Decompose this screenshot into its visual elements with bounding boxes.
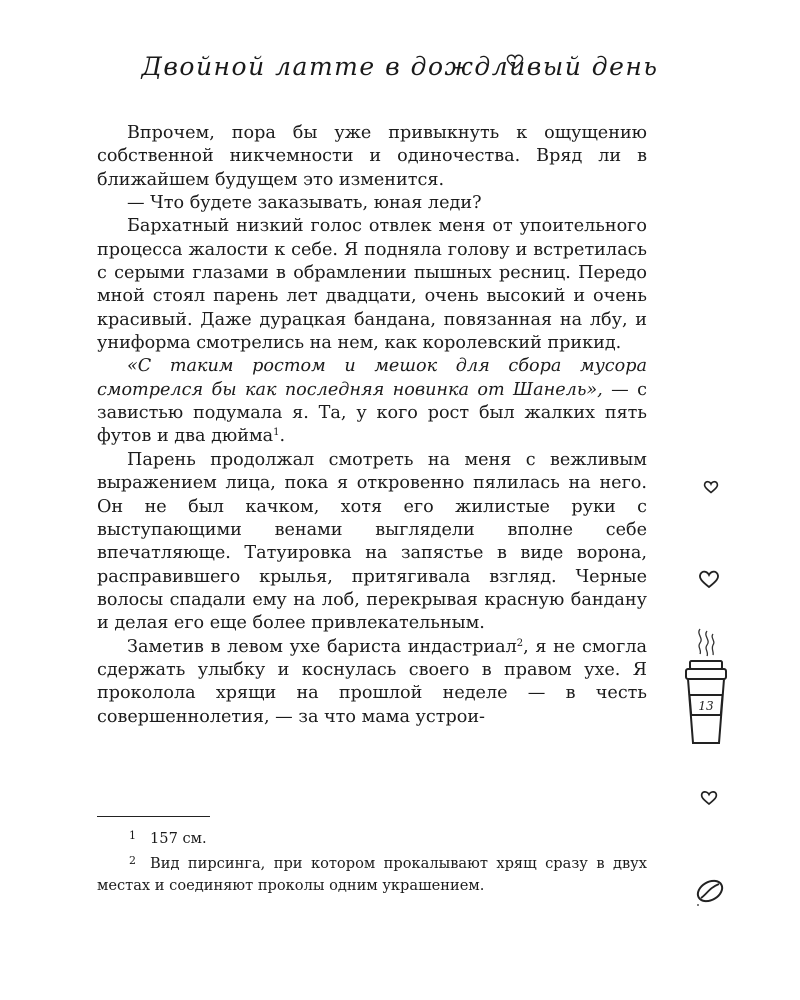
heart-icon — [702, 480, 720, 494]
paragraph: Заметив в левом ухе бариста индастриал$^2$, я не смогла сдержать улыбку и коснулась своего в правом ухе. Я проколола хрящи на прошлой неделе — в честь совершеннолетия, — за что мама устрои- — [97, 636, 648, 727]
footnote-ref[interactable]: 2 — [516, 637, 524, 649]
footnote-ref[interactable]: 1 — [273, 427, 280, 439]
footnotes — [97, 825, 647, 897]
heart-icon — [697, 569, 721, 589]
paragraph: Бархатный низкий голос отвлек меня от упоительного процесса жалости к себе. Я подняла голову и встретилась с серыми глазами в обрамлении пышных ресниц. Передо мной стоял парень лет двадцати, очень высокий и очень красивый. Даже дурацкая бандана, повязанная на лбу, и униформа смотрелись на нем, как королевский прикид. — [97, 216, 647, 354]
paragraph: Парень продолжал смотреть на меня с вежливым выражением лица, пока я откровенно пялилась на него. Он не был качком, хотя его жилистые руки с выступающими венами выглядели вполне себе впечатляюще. Татуировка на запястье в виде ворона, расправившего крылья, притягивала взгляд. Черные волосы спадали ему на лоб, перекрывая красную бандану и делая его еще более привлекательным. — [97, 449, 647, 634]
italic-thought: «С таким ростом и мешок для сбора мусора смотрелся бы как последняя новинка от Шанель», — [97, 356, 647, 400]
title-heart-icon — [505, 54, 525, 70]
footnote: $^2$ Вид пирсинга, при котором прокалывают хрящ сразу в двух местах и соединяют проколы одним украшением. — [97, 854, 647, 894]
coffee-bean-icon — [694, 878, 726, 908]
page-number: 13 — [698, 699, 714, 713]
footnote-divider — [97, 816, 210, 817]
paragraph: — Что будете заказывать, юная леди? — [127, 193, 482, 214]
heart-icon — [699, 790, 719, 806]
paragraph: Впрочем, пора бы уже привыкнуть к ощущению собственной никчемности и одиночества. Вряд ли в ближайшем будущем это изменится. — [97, 123, 647, 190]
paragraph: «С таким ростом и мешок для сбора мусора смотрелся бы как последняя новинка от Шанель», — с завистью подумала я. Та, у кого рост был жалких пять футов и два дюйма$^1$. — [97, 356, 647, 447]
footnote: $^1$ 157 см. — [129, 829, 207, 847]
body-text — [97, 122, 647, 729]
page-title: Двойной латте в дождливый день — [141, 52, 659, 81]
coffee-cup-icon — [676, 625, 736, 745]
